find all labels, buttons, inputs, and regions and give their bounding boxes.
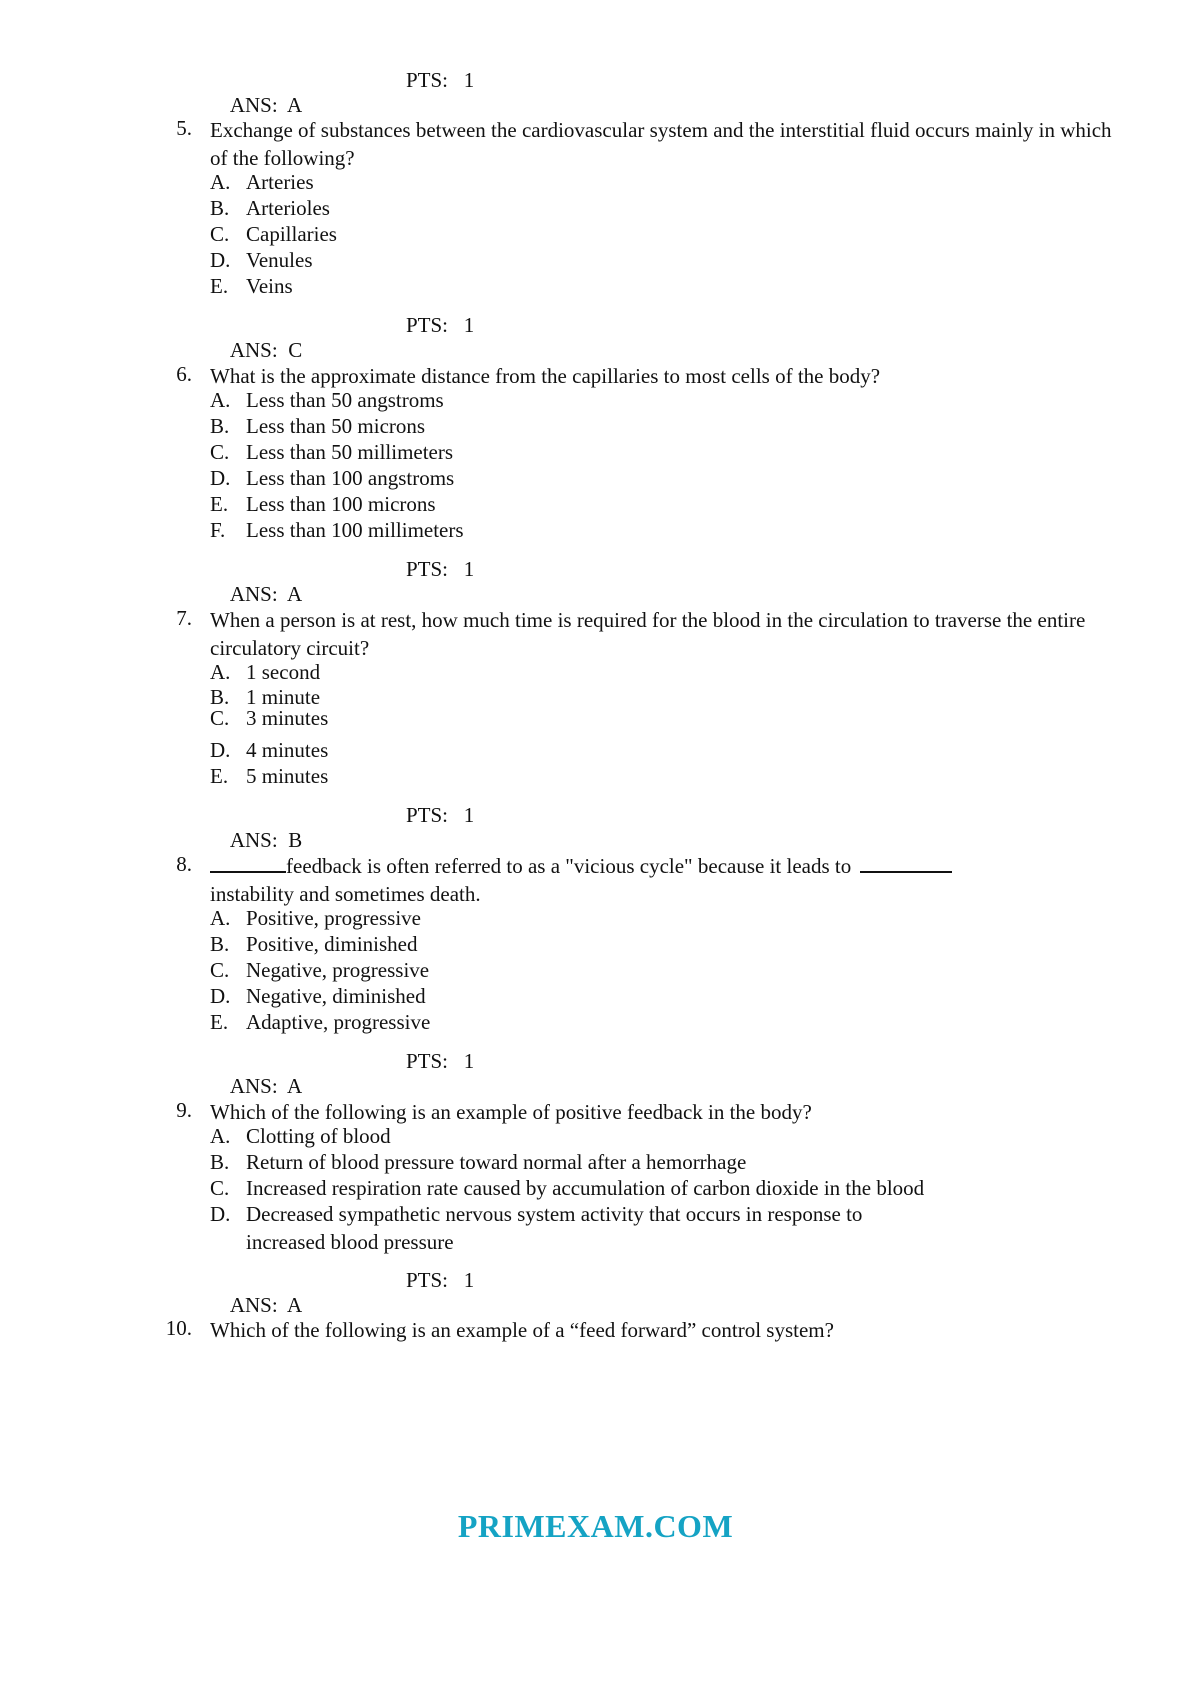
option-text: Negative, progressive [246,958,430,982]
option-text: Increased respiration rate caused by accumulation of carbon dioxide in the blood [246,1176,925,1200]
answer-option [210,388,444,413]
question-text [210,852,1130,908]
footer-watermark: PRIMEXAM.COM [457,1508,734,1544]
question-text: What is the approximate distance from the capillaries to most cells of the body? [210,364,881,388]
answer-label: ANS: C [229,338,303,362]
option-letter: E. [210,492,229,516]
question-text-part: instability and sometimes death. [210,882,481,906]
answer-option [210,466,454,491]
option-text: Less than 50 angstroms [246,388,444,412]
option-text: 3 minutes [246,706,329,730]
option-letter: F. [210,518,226,542]
option-letter: B. [210,932,230,956]
option-letter: C. [210,958,230,982]
option-text: Less than 100 millimeters [246,518,464,542]
option-letter: D. [210,1202,231,1226]
answer-option [210,738,328,763]
answer-option [210,958,429,983]
option-text: Negative, diminished [246,984,426,1008]
option-text: Positive, progressive [246,906,421,930]
option-letter: C. [210,440,230,464]
option-text: Arteries [246,170,314,194]
answer-label: ANS: A [229,1293,303,1317]
option-letter: E. [210,274,229,298]
option-text: Decreased sympathetic nervous system activity that occurs in response to [246,1202,863,1226]
question-number: 6. [176,362,192,386]
option-text: Adaptive, progressive [246,1010,431,1034]
answer-option [210,222,337,247]
question-text: Which of the following is an example of positive feedback in the body? [210,1100,812,1124]
option-letter: B. [210,196,230,220]
option-text: Clotting of blood [246,1124,391,1148]
answer-label: ANS: A [229,1074,303,1098]
option-letter: A. [210,170,231,194]
option-text: Return of blood pressure toward normal after a hemorrhage [246,1150,747,1174]
option-text: Less than 50 microns [246,414,426,438]
points-label: PTS: 1 [406,1049,475,1073]
option-text: 4 minutes [246,738,329,762]
points-label: PTS: 1 [406,68,475,92]
answer-option [210,196,330,221]
answer-option [210,440,453,465]
answer-label: ANS: A [229,93,303,117]
question-text: Which of the following is an example of a “feed forward” control system? [210,1318,834,1342]
option-letter: E. [210,1010,229,1034]
answer-option [210,660,320,685]
answer-option [210,492,436,517]
fill-in-blank [210,853,286,873]
option-letter: E. [210,764,229,788]
answer-option [210,248,313,273]
option-text: 1 minute [246,685,321,709]
option-letter: D. [210,738,231,762]
option-text: Veins [246,274,293,298]
points-label: PTS: 1 [406,1268,475,1292]
question-number: 5. [176,116,192,140]
option-text: 5 minutes [246,764,329,788]
option-letter: D. [210,248,231,272]
option-letter: A. [210,388,231,412]
option-text: Less than 100 angstroms [246,466,455,490]
answer-option [210,984,426,1009]
option-letter: B. [210,414,230,438]
option-letter: D. [210,984,231,1008]
option-letter: A. [210,906,231,930]
question-text: Exchange of substances between the cardiovascular system and the interstitial fluid occurs mainly in which of the following? [210,118,1112,170]
question-number: 9. [176,1098,192,1122]
fill-in-blank [860,853,952,873]
option-text: 1 second [246,660,321,684]
question-number: 8. [176,852,192,876]
answer-option [210,932,418,957]
option-letter: A. [210,660,231,684]
option-letter: C. [210,706,230,730]
option-text: Venules [246,248,313,272]
option-text: Less than 100 microns [246,492,436,516]
points-label: PTS: 1 [406,313,475,337]
option-text: Capillaries [246,222,337,246]
answer-option [210,518,464,543]
answer-label: ANS: A [229,582,303,606]
question-number: 7. [176,606,192,630]
answer-label: ANS: B [229,828,303,852]
points-label: PTS: 1 [406,557,475,581]
option-letter: B. [210,685,230,709]
answer-option [210,170,314,195]
answer-option [210,1124,391,1149]
answer-option [210,706,328,731]
option-letter: D. [210,466,231,490]
option-letter: A. [210,1124,231,1148]
option-letter: B. [210,1150,230,1174]
points-label: PTS: 1 [406,803,475,827]
answer-option [210,1176,924,1201]
option-letter: C. [210,1176,230,1200]
answer-option [210,764,328,789]
question-number: 10. [165,1316,192,1340]
answer-option [210,906,421,931]
option-letter: C. [210,222,230,246]
answer-option [210,1202,863,1254]
answer-option [210,274,293,299]
answer-option [210,414,425,439]
option-text-continuation: increased blood pressure [246,1230,454,1254]
question-text: When a person is at rest, how much time is required for the blood in the circulation to traverse the entire circulatory circuit? [210,608,1086,660]
option-text: Less than 50 millimeters [246,440,454,464]
option-text: Arterioles [246,196,330,220]
answer-option [210,1150,746,1175]
answer-option [210,1010,430,1035]
option-text: Positive, diminished [246,932,418,956]
question-text-part: feedback is often referred to as a "vicious cycle" because it leads to [286,854,852,878]
